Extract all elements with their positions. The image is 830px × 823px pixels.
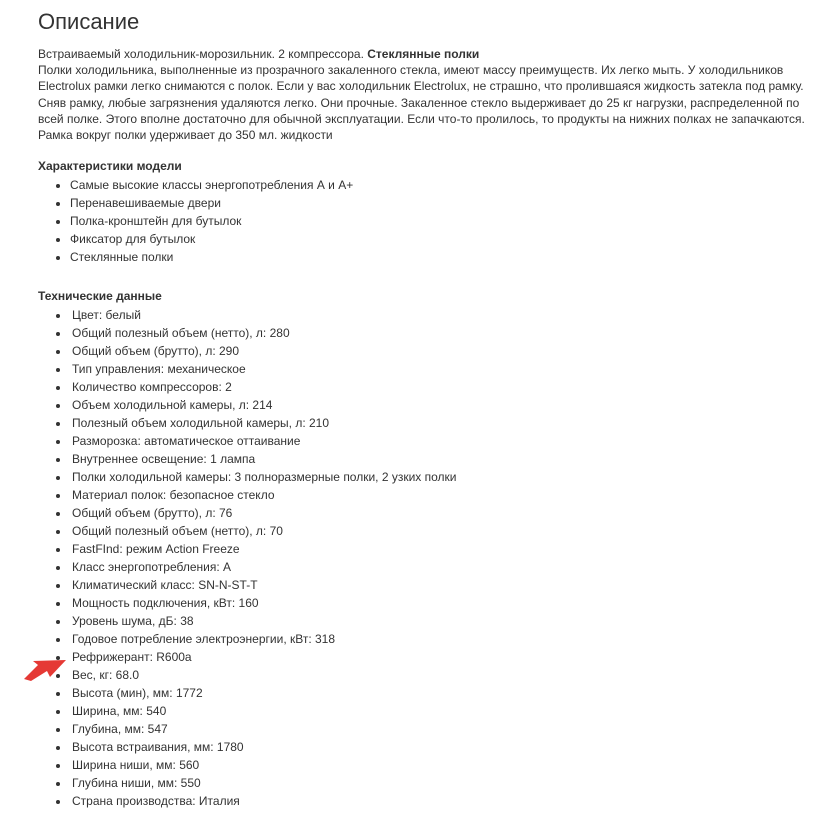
description-text xyxy=(38,46,818,143)
tech-list xyxy=(38,306,818,810)
list-item: • Перенавешиваемые двери xyxy=(70,194,818,212)
description-body: Полки холодильника, выполненные из прозрачного закаленного стекла, имеют массу преимуществ. Их легко мыть. У холодильников Electrolux рамки легко снимаются с полок. Если у вас холодильник Electrolux, не страшно, что пролившаяся жидкость затекла под рамку. Сняв рамку, любые загрязнения удаляются легко. Они прочные. Закаленное стекло выдерживает до 25 кг нагрузки, распределенной по всей полке. Этого вполне достаточно для обычной эксплуатации. Если что-то пролилось, то продукты на нижних полках не запачкаются. Рамка вокруг полки удерживает до 350 мл. жидкости xyxy=(38,63,805,143)
tech-heading: Технические данные xyxy=(38,289,162,304)
list-item: • Уровень шума, дБ: 38 xyxy=(70,612,818,630)
list-item: • Фиксатор для бутылок xyxy=(70,230,818,248)
list-item: • Тип управления: механическое xyxy=(70,360,818,378)
list-item: • Страна производства: Италия xyxy=(70,792,818,810)
red-arrow-icon xyxy=(22,655,68,681)
list-item: • Внутреннее освещение: 1 лампа xyxy=(70,450,818,468)
list-item: • Объем холодильной камеры, л: 214 xyxy=(70,396,818,414)
list-item: • FastFInd: режим Action Freeze xyxy=(70,540,818,558)
list-item: • Вес, кг: 68.0 xyxy=(70,666,818,684)
list-item: • Общий объем (брутто), л: 290 xyxy=(70,342,818,360)
list-item: • Мощность подключения, кВт: 160 xyxy=(70,594,818,612)
list-item: • Глубина, мм: 547 xyxy=(70,720,818,738)
description-section xyxy=(38,8,818,810)
list-item: • Материал полок: безопасное стекло xyxy=(70,486,818,504)
description-lead: Встраиваемый холодильник-морозильник. 2 компрессора. xyxy=(38,47,364,61)
list-item: • Полки холодильной камеры: 3 полноразмерные полки, 2 узких полки xyxy=(70,468,818,486)
list-item: • Полезный объем холодильной камеры, л: 210 xyxy=(70,414,818,432)
list-item: • Общий объем (брутто), л: 76 xyxy=(70,504,818,522)
page-title: Описание xyxy=(38,9,140,34)
list-item: • Полка-кронштейн для бутылок xyxy=(70,212,818,230)
features-heading: Характеристики модели xyxy=(38,159,182,174)
list-item: • Количество компрессоров: 2 xyxy=(70,378,818,396)
list-item: • Стеклянные полки xyxy=(70,248,818,266)
list-item: • Общий полезный объем (нетто), л: 280 xyxy=(70,324,818,342)
list-item: • Разморозка: автоматическое оттаивание xyxy=(70,432,818,450)
list-item: • Годовое потребление электроэнергии, кВт: 318 xyxy=(70,630,818,648)
list-item: • Общий полезный объем (нетто), л: 70 xyxy=(70,522,818,540)
list-item: • Класс энергопотребления: А xyxy=(70,558,818,576)
list-item: • Высота встраивания, мм: 1780 xyxy=(70,738,818,756)
list-item: • Высота (мин), мм: 1772 xyxy=(70,684,818,702)
features-list xyxy=(38,176,818,266)
list-item: • Цвет: белый xyxy=(70,306,818,324)
list-item: • Рефрижерант: R600a xyxy=(70,648,818,666)
list-item: • Климатический класс: SN-N-ST-T xyxy=(70,576,818,594)
list-item: • Ширина ниши, мм: 560 xyxy=(70,756,818,774)
list-item: • Самые высокие классы энергопотребления А и А+ xyxy=(70,176,818,194)
list-item: • Ширина, мм: 540 xyxy=(70,702,818,720)
list-item: • Глубина ниши, мм: 550 xyxy=(70,774,818,792)
description-bold-heading: Стеклянные полки xyxy=(367,47,480,61)
